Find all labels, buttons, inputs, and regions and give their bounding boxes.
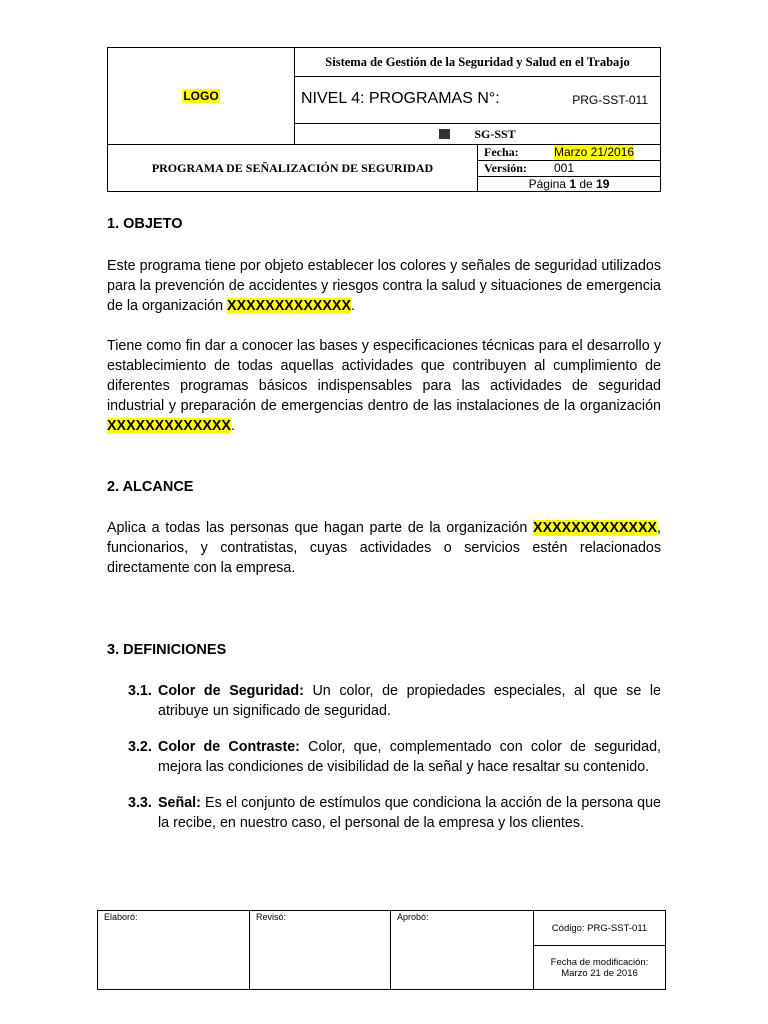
- definition-item: 3.3. Señal: Es el conjunto de estímulos que condiciona la acción de la persona que la recibe, en nuestro caso, el personal de la empresa y los clientes.: [128, 795, 661, 831]
- logo-placeholder: LOGO: [183, 89, 219, 103]
- doc-code: PRG-SST-011: [572, 93, 648, 107]
- level-title: NIVEL 4: PROGRAMAS N°:: [301, 90, 500, 107]
- org-placeholder: XXXXXXXXXXXXX: [533, 520, 658, 536]
- version-label: Versión: 001: [478, 161, 661, 177]
- level-cell: [295, 77, 661, 124]
- fecha-modificacion-cell: Fecha de modificación: Marzo 21 de 2016: [534, 946, 666, 990]
- version-value: 001: [554, 161, 575, 175]
- objeto-paragraph-2: Tiene como fin dar a conocer las bases y especificaciones técnicas para el desarrollo y establecimiento de todas aquellas actividades que contribuyen al cumplimiento de diferentes programas básicos indispensables para las actividades de seguridad industrial y preparación de emergencias dentro de las instalaciones de la organización XXXXXXXXXXXXX.: [107, 338, 661, 434]
- document-header-table: [107, 47, 661, 192]
- org-placeholder: XXXXXXXXXXXXX: [107, 418, 231, 434]
- objeto-paragraph-1: Este programa tiene por objeto establecer los colores y señales de seguridad utilizados para la prevención de accidentes y riesgos contra la salud y situaciones de emergencia de la organización XXXXXXXXXXXXX.: [107, 258, 661, 314]
- definition-item: 3.2. Color de Contraste: Color, que, complementado con color de seguridad, mejora las condiciones de visibilidad de la señal y hace resaltar su contenido.: [128, 739, 661, 775]
- program-title: PROGRAMA DE SEÑALIZACIÓN DE SEGURIDAD: [108, 145, 478, 192]
- square-icon: [439, 129, 450, 139]
- document-footer-table: [97, 910, 666, 990]
- reviso-cell: Revisó:: [250, 911, 391, 990]
- fecha-value: Marzo 21/2016: [554, 145, 635, 159]
- fecha-label: Fecha: Marzo 21/2016: [478, 145, 661, 161]
- section-title-objeto: 1. OBJETO: [107, 216, 183, 232]
- system-title: Sistema de Gestión de la Seguridad y Salud en el Trabajo: [295, 48, 661, 77]
- elaboro-cell: Elaboró:: [98, 911, 250, 990]
- sg-sst-cell: [295, 124, 661, 145]
- definition-item: 3.1. Color de Seguridad: Un color, de propiedades especiales, al que se le atribuye un significado de seguridad.: [128, 683, 662, 719]
- aprobo-cell: Aprobó:: [391, 911, 534, 990]
- section-title-definiciones: 3. DEFINICIONES: [107, 642, 227, 658]
- alcance-paragraph: Aplica a todas las personas que hagan parte de la organización XXXXXXXXXXXXX, funcionarios, y contratistas, cuyas actividades o servicios estén relacionados directamente con la empresa.: [107, 520, 661, 576]
- sg-sst-label: SG-SST: [474, 126, 516, 141]
- org-placeholder: XXXXXXXXXXXXX: [227, 298, 351, 314]
- document-body: [107, 214, 661, 833]
- codigo-cell: Código: PRG-SST-011: [534, 911, 666, 946]
- logo-cell: [108, 48, 295, 145]
- section-title-alcance: 2. ALCANCE: [107, 479, 194, 495]
- page-counter: Página 1 de 19: [478, 177, 661, 192]
